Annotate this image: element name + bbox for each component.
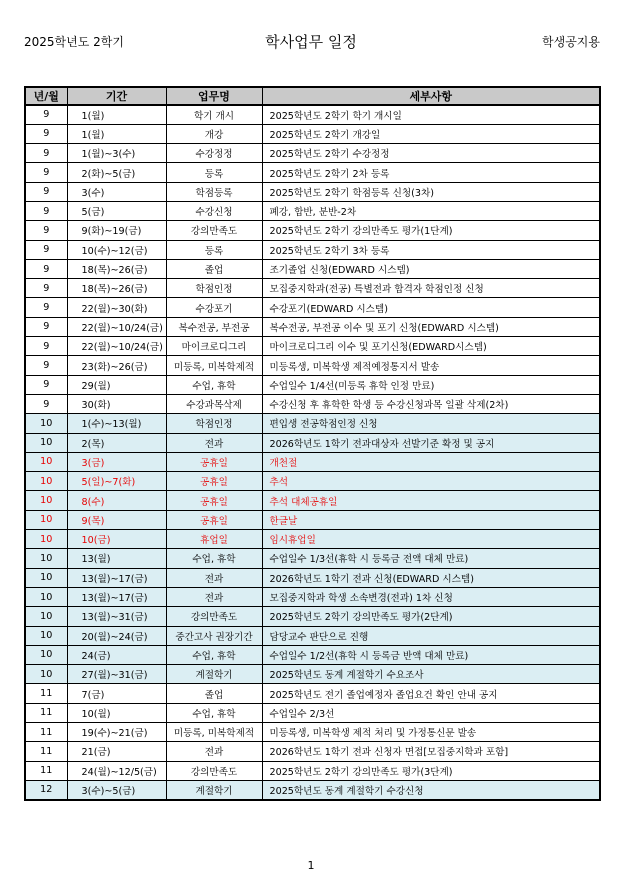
month-cell: 10 (25, 549, 67, 568)
period-cell: 13(월)~17(금) (67, 568, 166, 587)
task-cell: 전과 (166, 587, 262, 606)
period-cell: 3(수) (67, 182, 166, 201)
task-cell: 학점인정 (166, 279, 262, 298)
semester-label: 2025학년도 2학기 (24, 35, 124, 49)
month-cell: 9 (25, 105, 67, 124)
month-cell: 9 (25, 240, 67, 259)
detail-cell: 복수전공, 부전공 이수 및 포기 신청(EDWARD 시스템) (262, 317, 600, 336)
task-cell: 학점인정 (166, 414, 262, 433)
task-cell: 졸업 (166, 259, 262, 278)
month-cell: 11 (25, 761, 67, 780)
task-cell: 전과 (166, 568, 262, 587)
task-cell: 수업, 휴학 (166, 375, 262, 394)
table-row (25, 587, 600, 606)
period-cell: 1(월)~3(수) (67, 144, 166, 163)
month-cell: 11 (25, 723, 67, 742)
detail-cell: 2025학년도 2학기 3차 등록 (262, 240, 600, 259)
month-cell: 10 (25, 587, 67, 606)
task-cell: 계절학기 (166, 780, 262, 799)
period-cell: 21(금) (67, 742, 166, 761)
table-row (25, 182, 600, 201)
period-cell: 13(월)~31(금) (67, 607, 166, 626)
month-cell: 9 (25, 317, 67, 336)
detail-cell: 2025학년도 2학기 강의만족도 평가(3단계) (262, 761, 600, 780)
table-row (25, 240, 600, 259)
task-cell: 공휴일 (166, 491, 262, 510)
month-cell: 10 (25, 665, 67, 684)
month-cell: 11 (25, 703, 67, 722)
table-row (25, 124, 600, 143)
table-row (25, 780, 600, 799)
detail-cell: 조기졸업 신청(EDWARD 시스템) (262, 259, 600, 278)
detail-cell: 2025학년도 2학기 수강정정 (262, 144, 600, 163)
table-row (25, 337, 600, 356)
month-cell: 9 (25, 259, 67, 278)
table-header-row (25, 87, 600, 105)
month-cell: 9 (25, 279, 67, 298)
task-cell: 등록 (166, 163, 262, 182)
period-cell: 3(금) (67, 452, 166, 471)
period-cell: 22(월)~30(화) (67, 298, 166, 317)
task-cell: 휴업일 (166, 530, 262, 549)
period-cell: 13(월)~17(금) (67, 587, 166, 606)
month-cell: 9 (25, 298, 67, 317)
period-cell: 1(월) (67, 124, 166, 143)
period-cell: 22(월)~10/24(금) (67, 317, 166, 336)
month-cell: 9 (25, 356, 67, 375)
task-cell: 강의만족도 (166, 607, 262, 626)
month-cell: 9 (25, 221, 67, 240)
task-cell: 공휴일 (166, 452, 262, 471)
month-cell: 11 (25, 684, 67, 703)
task-cell: 마이크로디그리 (166, 337, 262, 356)
table-body (25, 105, 600, 800)
detail-cell: 수업일수 1/2선(휴학 시 등록금 반액 대체 만료) (262, 645, 600, 664)
detail-cell: 추석 (262, 472, 600, 491)
detail-cell: 2025학년도 2학기 학점등록 신청(3차) (262, 182, 600, 201)
table-row (25, 394, 600, 413)
table-row (25, 665, 600, 684)
period-cell: 5(일)~7(화) (67, 472, 166, 491)
period-cell: 27(월)~31(금) (67, 665, 166, 684)
month-cell: 10 (25, 626, 67, 645)
table-row (25, 510, 600, 529)
detail-cell: 2026학년도 1학기 전과 신청자 면접[모집중지학과 포함] (262, 742, 600, 761)
period-cell: 10(월) (67, 703, 166, 722)
table-row (25, 144, 600, 163)
task-cell: 강의만족도 (166, 221, 262, 240)
period-cell: 24(금) (67, 645, 166, 664)
period-cell: 24(월)~12/5(금) (67, 761, 166, 780)
task-cell: 학기 개시 (166, 105, 262, 124)
task-cell: 졸업 (166, 684, 262, 703)
table-row (25, 356, 600, 375)
period-cell: 1(월) (67, 105, 166, 124)
schedule-table (24, 86, 601, 801)
detail-cell: 2025학년도 2학기 2차 등록 (262, 163, 600, 182)
table-row (25, 375, 600, 394)
table-row (25, 491, 600, 510)
detail-cell: 수업일수 1/3선(휴학 시 등록금 전액 대체 만료) (262, 549, 600, 568)
month-cell: 10 (25, 433, 67, 452)
table-row (25, 684, 600, 703)
task-cell: 수강신청 (166, 201, 262, 220)
period-cell: 8(수) (67, 491, 166, 510)
month-cell: 10 (25, 510, 67, 529)
period-cell: 23(화)~26(금) (67, 356, 166, 375)
table-row (25, 626, 600, 645)
detail-cell: 2025학년도 전기 졸업예정자 졸업요건 확인 안내 공지 (262, 684, 600, 703)
month-cell: 9 (25, 124, 67, 143)
task-cell: 수강정정 (166, 144, 262, 163)
period-cell: 5(금) (67, 201, 166, 220)
detail-cell: 2025학년도 2학기 학기 개시일 (262, 105, 600, 124)
task-cell: 복수전공, 부전공 (166, 317, 262, 336)
table-row (25, 105, 600, 124)
detail-cell: 2026학년도 1학기 전과대상자 선발기준 확정 및 공지 (262, 433, 600, 452)
period-cell: 9(목) (67, 510, 166, 529)
month-cell: 10 (25, 472, 67, 491)
task-cell: 개강 (166, 124, 262, 143)
detail-cell: 2025학년도 2학기 강의만족도 평가(2단계) (262, 607, 600, 626)
page-number: 1 (307, 859, 315, 872)
month-cell: 9 (25, 394, 67, 413)
period-cell: 7(금) (67, 684, 166, 703)
table-row (25, 549, 600, 568)
table-row (25, 568, 600, 587)
month-cell: 10 (25, 414, 67, 433)
table-row (25, 742, 600, 761)
task-cell: 등록 (166, 240, 262, 259)
task-cell: 계절학기 (166, 665, 262, 684)
column-header-month: 년/월 (25, 87, 67, 105)
month-cell: 9 (25, 163, 67, 182)
detail-cell: 임시휴업일 (262, 530, 600, 549)
detail-cell: 수강포기(EDWARD 시스템) (262, 298, 600, 317)
task-cell: 수업, 휴학 (166, 645, 262, 664)
task-cell: 공휴일 (166, 472, 262, 491)
month-cell: 9 (25, 182, 67, 201)
detail-cell: 개천절 (262, 452, 600, 471)
detail-cell: 마이크로디그리 이수 및 포기신청(EDWARD시스템) (262, 337, 600, 356)
table-row (25, 452, 600, 471)
detail-cell: 담당교수 판단으로 진행 (262, 626, 600, 645)
task-cell: 수업, 휴학 (166, 703, 262, 722)
detail-cell: 폐강, 합반, 분반-2차 (262, 201, 600, 220)
month-cell: 10 (25, 530, 67, 549)
table-row (25, 221, 600, 240)
task-cell: 수강포기 (166, 298, 262, 317)
month-cell: 10 (25, 568, 67, 587)
table-row (25, 761, 600, 780)
month-cell: 10 (25, 452, 67, 471)
detail-cell: 2025학년도 2학기 강의만족도 평가(1단계) (262, 221, 600, 240)
month-cell: 10 (25, 645, 67, 664)
table-row (25, 472, 600, 491)
task-cell: 수업, 휴학 (166, 549, 262, 568)
table-row (25, 723, 600, 742)
table-row (25, 433, 600, 452)
column-header-task: 업무명 (166, 87, 262, 105)
detail-cell: 모집중지학과(전공) 특별전과 합격자 학점인정 신청 (262, 279, 600, 298)
task-cell: 중간고사 권장기간 (166, 626, 262, 645)
month-cell: 9 (25, 144, 67, 163)
column-header-detail: 세부사항 (262, 87, 600, 105)
table-row (25, 703, 600, 722)
period-cell: 18(목)~26(금) (67, 259, 166, 278)
task-cell: 전과 (166, 742, 262, 761)
task-cell: 강의만족도 (166, 761, 262, 780)
table-row (25, 414, 600, 433)
detail-cell: 수업일수 2/3선 (262, 703, 600, 722)
month-cell: 9 (25, 201, 67, 220)
detail-cell: 2025학년도 2학기 개강일 (262, 124, 600, 143)
period-cell: 2(목) (67, 433, 166, 452)
period-cell: 22(월)~10/24(금) (67, 337, 166, 356)
task-cell: 수강과목삭제 (166, 394, 262, 413)
detail-cell: 2026학년도 1학기 전과 신청(EDWARD 시스템) (262, 568, 600, 587)
column-header-period: 기간 (67, 87, 166, 105)
month-cell: 10 (25, 607, 67, 626)
month-cell: 9 (25, 337, 67, 356)
month-cell: 9 (25, 375, 67, 394)
detail-cell: 편입생 전공학점인정 신청 (262, 414, 600, 433)
period-cell: 13(월) (67, 549, 166, 568)
period-cell: 19(수)~21(금) (67, 723, 166, 742)
period-cell: 3(수)~5(금) (67, 780, 166, 799)
period-cell: 9(화)~19(금) (67, 221, 166, 240)
table-row (25, 645, 600, 664)
task-cell: 학점등록 (166, 182, 262, 201)
period-cell: 10(수)~12(금) (67, 240, 166, 259)
page-title: 학사업무 일정 (265, 33, 357, 51)
table-row (25, 607, 600, 626)
detail-cell: 수업일수 1/4선(미등록 휴학 인정 만료) (262, 375, 600, 394)
month-cell: 10 (25, 491, 67, 510)
detail-cell: 미등록생, 미복학생 제적 처리 및 가정통신문 발송 (262, 723, 600, 742)
month-cell: 12 (25, 780, 67, 799)
detail-cell: 2025학년도 동계 계절학기 수강신청 (262, 780, 600, 799)
table-row (25, 317, 600, 336)
table-row (25, 298, 600, 317)
task-cell: 공휴일 (166, 510, 262, 529)
detail-cell: 한글날 (262, 510, 600, 529)
period-cell: 2(화)~5(금) (67, 163, 166, 182)
table-row (25, 530, 600, 549)
period-cell: 18(목)~26(금) (67, 279, 166, 298)
task-cell: 미등록, 미복학제적 (166, 723, 262, 742)
period-cell: 30(화) (67, 394, 166, 413)
table-row (25, 279, 600, 298)
detail-cell: 수강신청 후 휴학한 학생 등 수강신청과목 일괄 삭제(2차) (262, 394, 600, 413)
detail-cell: 모집중지학과 학생 소속변경(전과) 1차 신청 (262, 587, 600, 606)
period-cell: 10(금) (67, 530, 166, 549)
detail-cell: 2025학년도 동계 계절학기 수요조사 (262, 665, 600, 684)
table-row (25, 163, 600, 182)
task-cell: 전과 (166, 433, 262, 452)
month-cell: 11 (25, 742, 67, 761)
period-cell: 1(수)~13(월) (67, 414, 166, 433)
table-row (25, 259, 600, 278)
period-cell: 29(월) (67, 375, 166, 394)
task-cell: 미등록, 미복학제적 (166, 356, 262, 375)
audience-label: 학생공지용 (542, 35, 600, 49)
period-cell: 20(월)~24(금) (67, 626, 166, 645)
table-row (25, 201, 600, 220)
detail-cell: 미등록생, 미복학생 제적예정통지서 발송 (262, 356, 600, 375)
detail-cell: 추석 대체공휴일 (262, 491, 600, 510)
